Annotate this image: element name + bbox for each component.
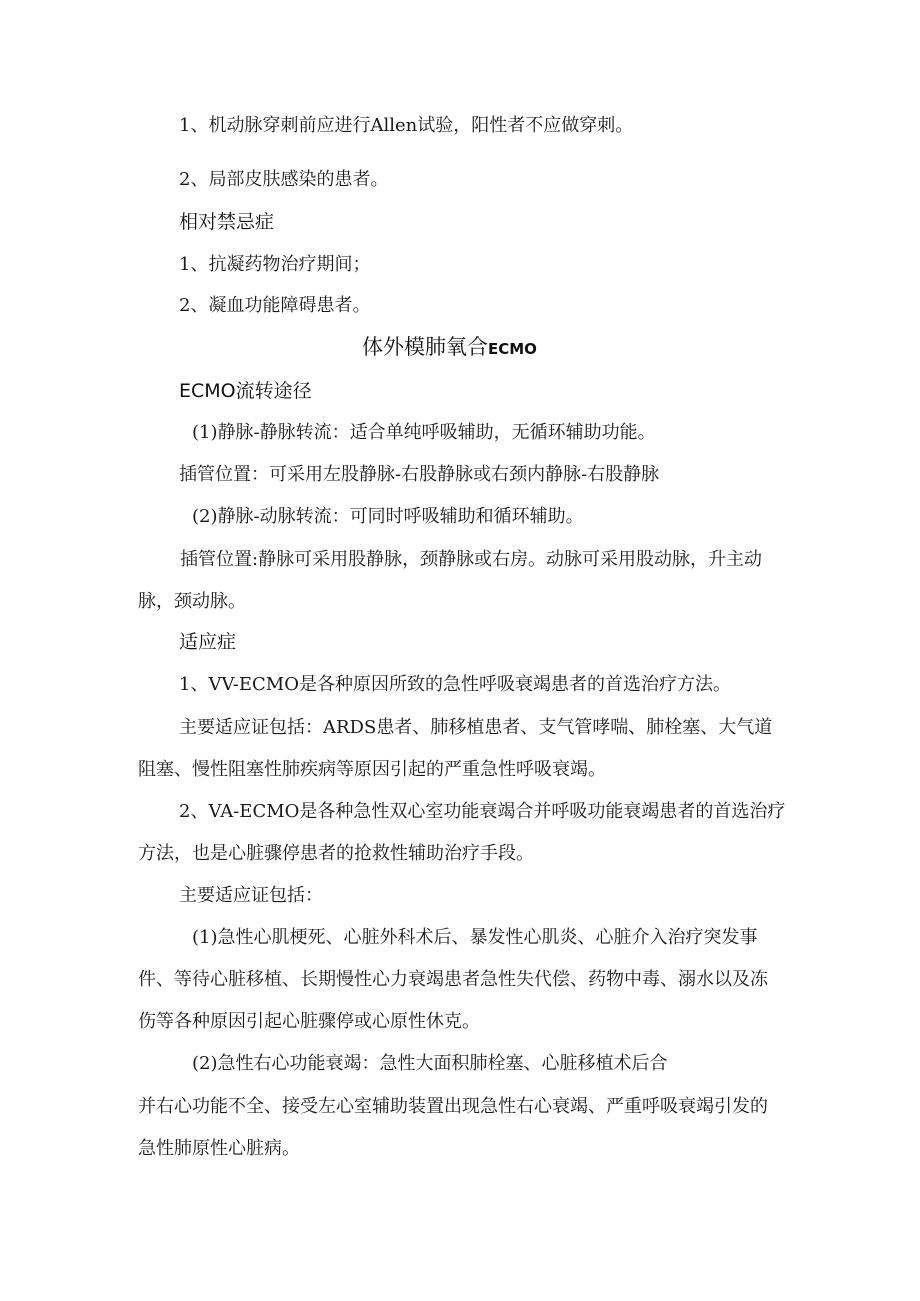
indication-line-6: 主要适应证包括： (179, 885, 323, 906)
relative-item-2: 2、凝血功能障碍患者。 (179, 295, 371, 316)
indication-line-12: 急性肺原性心脏病。 (138, 1138, 300, 1159)
ecmo-route-heading: ECMO流转途径 (179, 380, 312, 402)
indication-line-11: 并右心功能不全、接受左心室辅助装置出现急性右心衰竭、严重呼吸衰竭引发的 (138, 1096, 768, 1117)
indication-line-3: 阻塞、慢性阻塞性肺疾病等原因引起的严重急性呼吸衰竭。 (138, 759, 606, 780)
indication-line-10: (2)急性右心功能衰竭：急性大面积肺栓塞、心脏移植术后合 (192, 1053, 668, 1074)
relative-contraindications-heading: 相对禁忌症 (179, 211, 275, 233)
absolute-item-2: 2、局部皮肤感染的患者。 (179, 169, 389, 190)
ecmo-title-latin: ECMO (488, 340, 537, 358)
indication-line-5: 方法，也是心脏骤停患者的抢救性辅助治疗手段。 (138, 843, 534, 864)
ecmo-title-cn: 体外模肺氧合 (362, 335, 488, 359)
ecmo-section-title (362, 335, 537, 361)
absolute-item-1: 1、机动脉穿刺前应进行Allen试验，阳性者不应做穿刺。 (179, 115, 634, 136)
route-line-3: (2)静脉-动脉转流：可同时呼吸辅助和循环辅助。 (192, 506, 584, 527)
indication-line-7: (1)急性心肌梗死、心脏外科术后、暴发性心肌炎、心脏介入治疗突发事 (192, 927, 758, 948)
route-line-2: 插管位置：可采用左股静脉-右股静脉或右颈内静脉-右股静脉 (179, 464, 660, 485)
indication-line-2: 主要适应证包括：ARDS患者、肺移植患者、支气管哮喘、肺栓塞、大气道 (179, 717, 773, 738)
indications-heading: 适应症 (179, 631, 237, 653)
indication-line-8: 件、等待心脏移植、长期慢性心力衰竭患者急性失代偿、药物中毒、溺水以及冻 (138, 969, 768, 990)
route-line-5: 脉，颈动脉。 (138, 591, 246, 612)
indication-line-4: 2、VA-ECMO是各种急性双心室功能衰竭合并呼吸功能衰竭患者的首选治疗 (179, 801, 786, 822)
indication-line-9: 伤等各种原因引起心脏骤停或心原性休克。 (138, 1011, 480, 1032)
route-line-4: 插管位置:静脉可采用股静脉，颈静脉或右房。动脉可采用股动脉，升主动 (180, 549, 763, 570)
route-line-1: (1)静脉-静脉转流：适合单纯呼吸辅助，无循环辅助功能。 (192, 422, 656, 443)
relative-item-1: 1、抗凝药物治疗期间； (179, 254, 371, 275)
indication-line-1: 1、VV-ECMO是各种原因所致的急性呼吸衰竭患者的首选治疗方法。 (179, 674, 731, 695)
